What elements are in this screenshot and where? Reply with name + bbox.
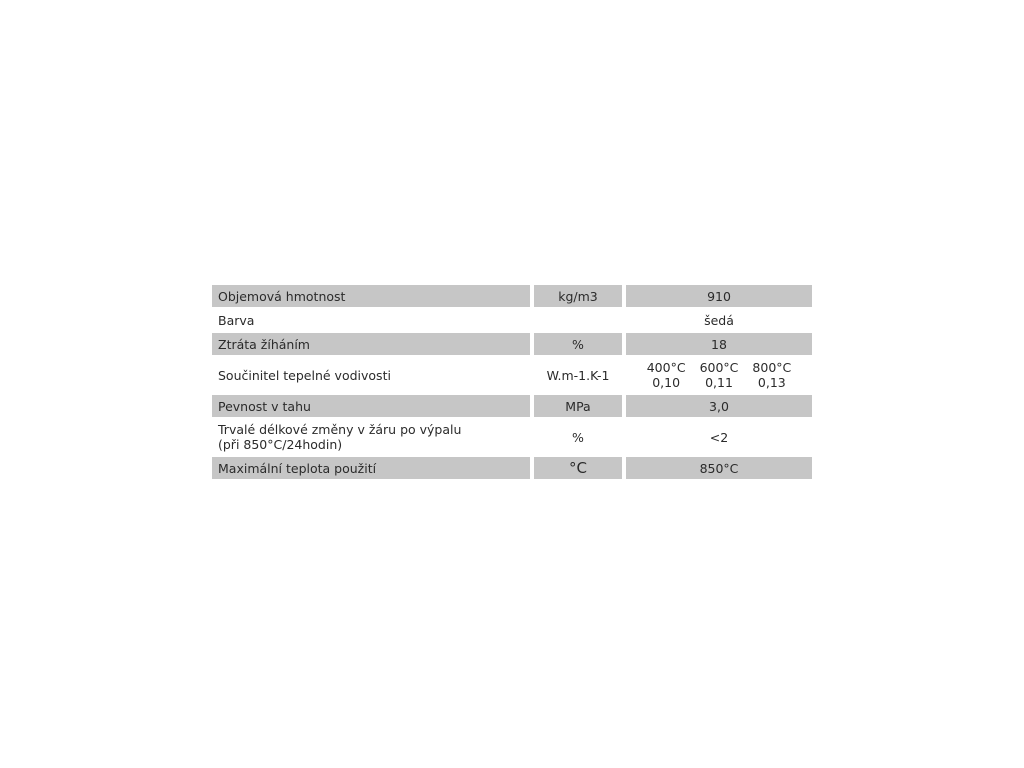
temperature-label: 800°C — [752, 360, 792, 375]
table-row — [212, 395, 812, 417]
property-unit: kg/m3 — [534, 285, 622, 307]
property-unit: °C — [534, 457, 622, 479]
properties-table — [212, 285, 812, 481]
property-label: Pevnost v tahu — [212, 395, 530, 417]
conductivity-values — [626, 360, 812, 390]
table-row — [212, 357, 812, 393]
property-unit: MPa — [534, 395, 622, 417]
property-value: <2 — [709, 429, 729, 445]
property-label-line: Trvalé délkové změny v žáru po výpalu — [218, 422, 462, 437]
conductivity-value: 0,10 — [652, 375, 681, 390]
property-value: šedá — [704, 312, 734, 328]
conductivity-column — [752, 360, 791, 390]
property-label: Maximální teplota použití — [212, 457, 530, 479]
property-label: Ztráta žíháním — [212, 333, 530, 355]
property-label-text — [218, 422, 461, 452]
temperature-label: 600°C — [699, 360, 739, 375]
property-unit: W.m-1.K-1 — [546, 367, 610, 383]
property-label-line: (při 850°C/24hodin) — [218, 437, 343, 452]
property-unit: % — [572, 429, 584, 445]
property-label: Objemová hmotnost — [212, 285, 530, 307]
table-row — [212, 419, 812, 455]
table-row — [212, 309, 812, 331]
property-value: 3,0 — [626, 395, 812, 417]
property-label — [212, 419, 530, 455]
conductivity-column — [647, 360, 686, 390]
property-label: Součinitel tepelné vodivosti — [218, 367, 391, 383]
table-row — [212, 333, 812, 355]
conductivity-value: 0,11 — [705, 375, 733, 390]
property-unit — [534, 309, 622, 331]
property-value-group — [626, 357, 812, 393]
conductivity-column — [700, 360, 739, 390]
table-row — [212, 285, 812, 307]
conductivity-value: 0,13 — [757, 375, 786, 390]
property-unit: % — [534, 333, 622, 355]
temperature-label: 400°C — [646, 360, 686, 375]
property-value: 850°C — [626, 457, 812, 479]
property-label: Barva — [218, 312, 255, 328]
table-row — [212, 457, 812, 479]
property-value: 18 — [626, 333, 812, 355]
property-value: 910 — [626, 285, 812, 307]
